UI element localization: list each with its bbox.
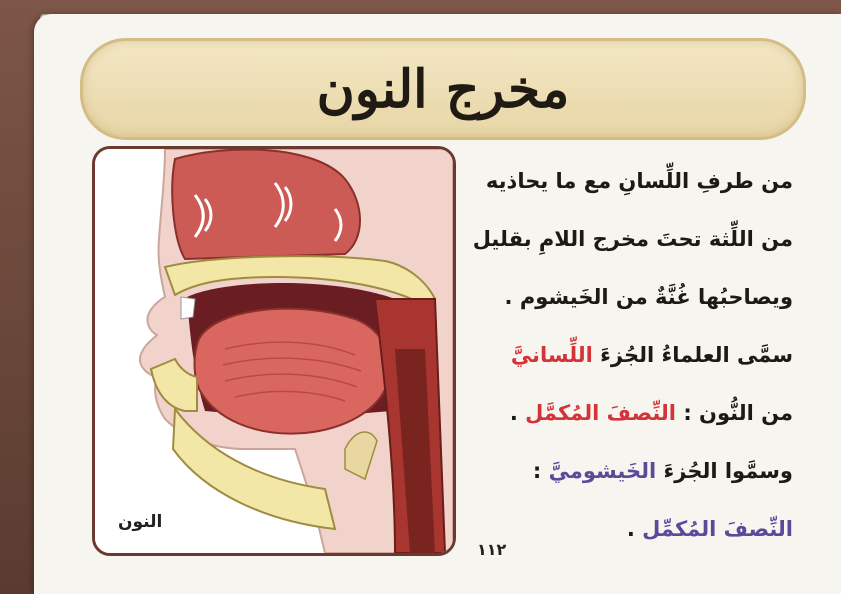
highlight-purple: الخَيشوميَّ (548, 459, 657, 483)
text-line: من طرفِ اللِّسانِ مع ما يحاذيه (485, 169, 793, 193)
text-segment: . (626, 517, 643, 541)
text-line (443, 442, 793, 500)
page-number: ١١٢ (477, 540, 507, 559)
text-line (443, 326, 793, 384)
highlight-red: اللِّسانيَّ (510, 343, 593, 367)
highlight-red: النِّصفَ المُكمَّل (525, 401, 677, 425)
image-caption: النون (118, 512, 163, 532)
text-segment: : (532, 459, 549, 483)
mouth-anatomy-illustration (92, 146, 456, 556)
anatomy-drawing (95, 149, 453, 553)
text-line: من اللِّثة تحتَ مخرج اللامِ بقليل (472, 227, 793, 251)
text-segment: وسمَّوا الجُزءَ (656, 459, 793, 483)
text-line: ويصاحبُها غُنَّةٌ من الخَيشوم . (504, 285, 793, 309)
text-line (443, 384, 793, 442)
page-title: مخرج النون (316, 58, 570, 120)
description-text (443, 152, 793, 558)
highlight-purple: النِّصفَ المُكمِّل (642, 517, 793, 541)
text-segment: من النُّون : (676, 401, 793, 425)
text-segment: . (509, 401, 526, 425)
title-banner (80, 38, 806, 140)
text-segment: سمَّى العلماءُ الجُزءَ (592, 343, 793, 367)
